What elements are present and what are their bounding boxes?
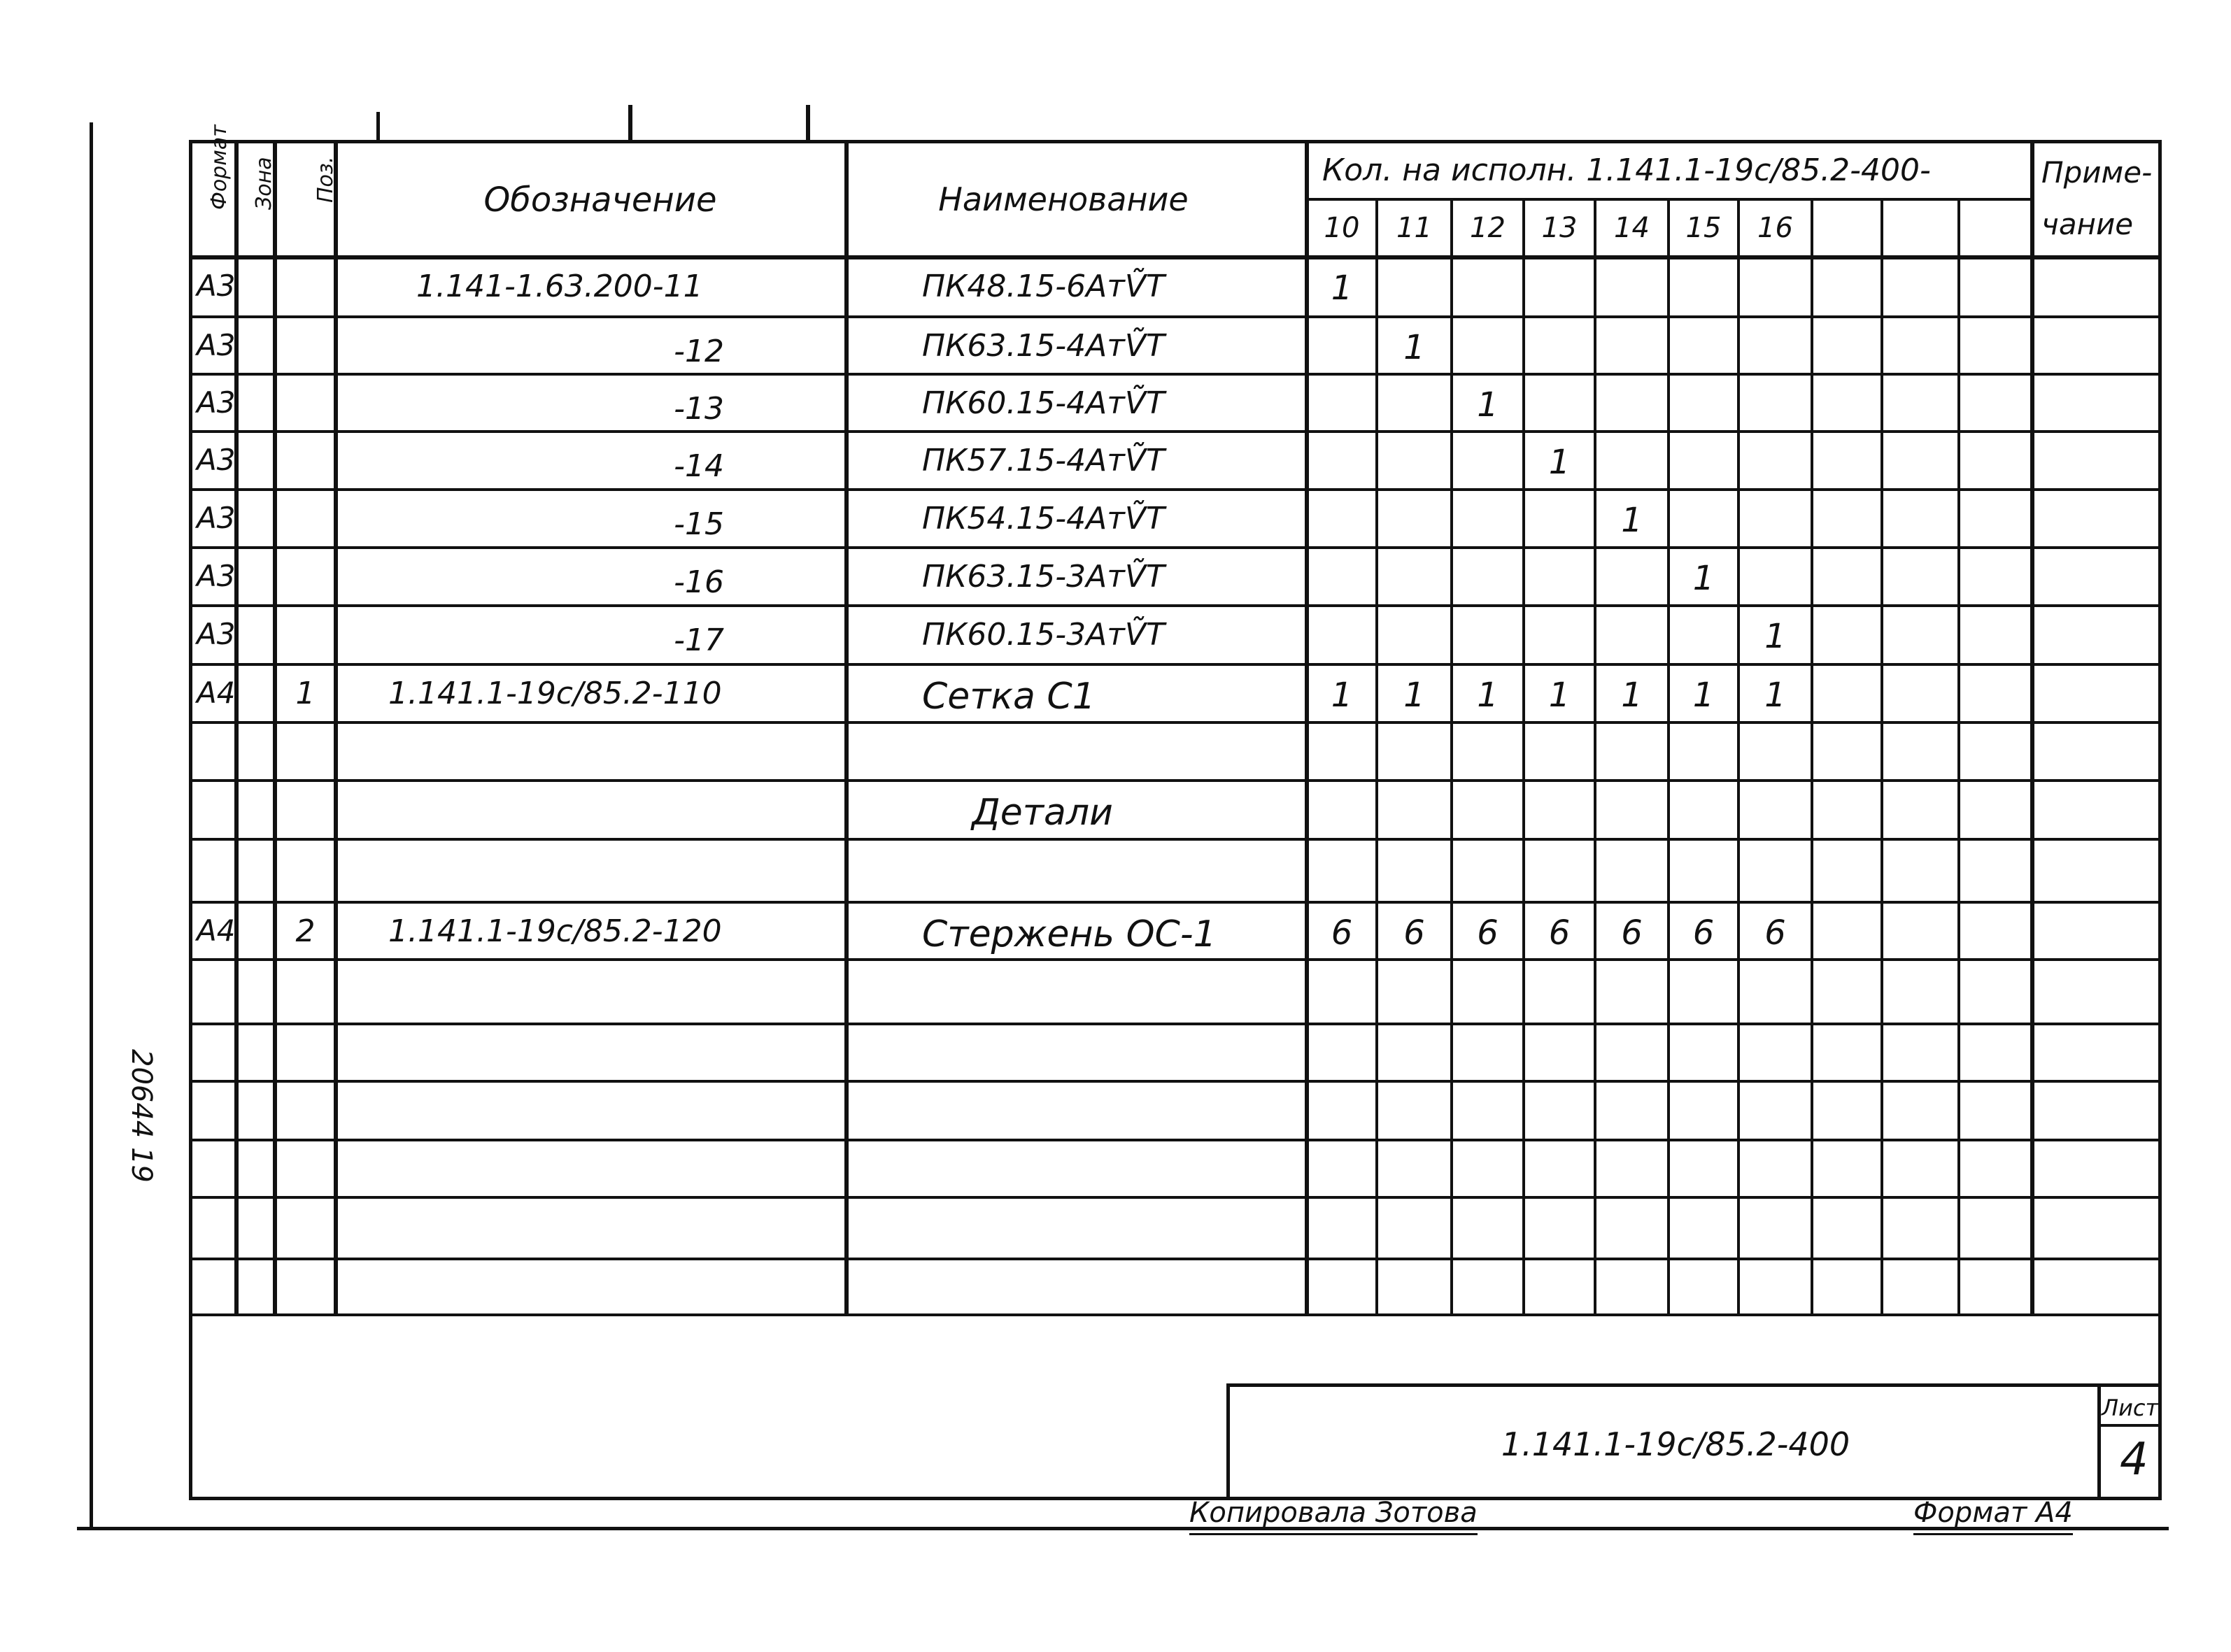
row-format: А3	[197, 443, 236, 477]
row-designation: 1.141.1-19с/85.2-110	[388, 676, 722, 711]
row-qty-10: 6	[1331, 913, 1353, 953]
row-designation: -16	[674, 564, 724, 600]
row-qty-13: 1	[1548, 676, 1571, 715]
row-pos: 2	[295, 913, 316, 949]
row-qty-10: 1	[1331, 269, 1353, 308]
row-designation: -14	[674, 448, 724, 484]
row-format: А3	[197, 385, 236, 420]
header-designation: Обозначение	[483, 180, 717, 220]
row-format: А3	[197, 617, 236, 651]
row-designation: -12	[674, 334, 724, 369]
header-pos: Поз.	[313, 156, 338, 203]
variant-header-13: 13	[1541, 212, 1578, 244]
row-designation: -17	[674, 622, 724, 658]
row-designation: 1.141-1.63.200-11	[416, 269, 703, 304]
variant-header-10: 10	[1324, 212, 1360, 244]
row-name: ПК48.15-6АтṼТ	[922, 269, 1165, 304]
header-qty: Кол. на исполн. 1.141.1-19с/85.2-400-	[1322, 152, 1931, 188]
row-qty-14: 1	[1621, 501, 1643, 540]
row-name: ПК63.15-4АтṼТ	[922, 328, 1165, 364]
footer-format: Формат А4	[1913, 1497, 2073, 1535]
sheet-number: 4	[2120, 1434, 2148, 1486]
header-zone: Зона	[252, 157, 276, 210]
row-qty-10: 1	[1331, 676, 1353, 715]
row-format: А3	[197, 269, 236, 303]
row-format: А4	[197, 913, 236, 948]
row-name: ПК63.15-3АтṼТ	[922, 559, 1165, 594]
section-title-details: Детали	[972, 792, 1113, 841]
header-note-bottom: чание	[2041, 207, 2134, 241]
row-designation: -15	[674, 506, 724, 542]
row-pos: 1	[295, 676, 316, 711]
title-block-code: 1.141.1-19с/85.2-400	[1501, 1425, 1850, 1463]
row-format: А3	[197, 501, 236, 535]
variant-header-16: 16	[1757, 212, 1793, 244]
row-designation: 1.141.1-19с/85.2-120	[388, 913, 722, 949]
row-name: ПК60.15-4АтṼТ	[922, 385, 1165, 421]
row-qty-11: 1	[1403, 328, 1425, 367]
margin-stamp: 20644 19	[125, 1049, 157, 1183]
variant-header-11: 11	[1396, 212, 1432, 244]
header-note-top: Приме-	[2041, 155, 2153, 190]
row-qty-16: 1	[1764, 676, 1786, 715]
row-name: Сетка С1	[922, 676, 1096, 718]
row-qty-16: 6	[1764, 913, 1786, 953]
row-qty-12: 6	[1477, 913, 1499, 953]
variant-header-12: 12	[1470, 212, 1506, 244]
row-name: ПК60.15-3АтṼТ	[922, 617, 1165, 653]
row-qty-13: 6	[1548, 913, 1571, 953]
sheet-label: Лист	[2102, 1395, 2159, 1421]
row-qty-15: 6	[1692, 913, 1715, 953]
row-qty-12: 1	[1477, 676, 1499, 715]
variant-header-15: 15	[1685, 212, 1722, 244]
footer-copied: Копировала Зотова	[1189, 1497, 1478, 1535]
row-name: ПК57.15-4АтṼТ	[922, 443, 1165, 478]
row-qty-14: 1	[1621, 676, 1643, 715]
header-name: Наименование	[938, 180, 1189, 218]
variant-header-14: 14	[1614, 212, 1650, 244]
row-format: А4	[197, 676, 236, 710]
row-name: Стержень ОС-1	[922, 913, 1217, 955]
row-qty-15: 1	[1692, 676, 1715, 715]
title-block-sheet-hline	[2097, 1424, 2162, 1427]
header-format: Формат	[207, 124, 232, 210]
row-format: А3	[197, 559, 236, 593]
row-name: ПК54.15-4АтṼТ	[922, 501, 1165, 536]
row-qty-16: 1	[1764, 617, 1786, 656]
row-qty-13: 1	[1548, 443, 1571, 482]
row-format: А3	[197, 328, 236, 362]
row-qty-11: 6	[1403, 913, 1425, 953]
row-qty-12: 1	[1477, 385, 1499, 425]
title-block-sheet-divider	[2097, 1383, 2101, 1499]
row-qty-14: 6	[1621, 913, 1643, 953]
row-qty-11: 1	[1403, 676, 1425, 715]
row-qty-15: 1	[1692, 559, 1715, 598]
row-designation: -13	[674, 391, 724, 427]
